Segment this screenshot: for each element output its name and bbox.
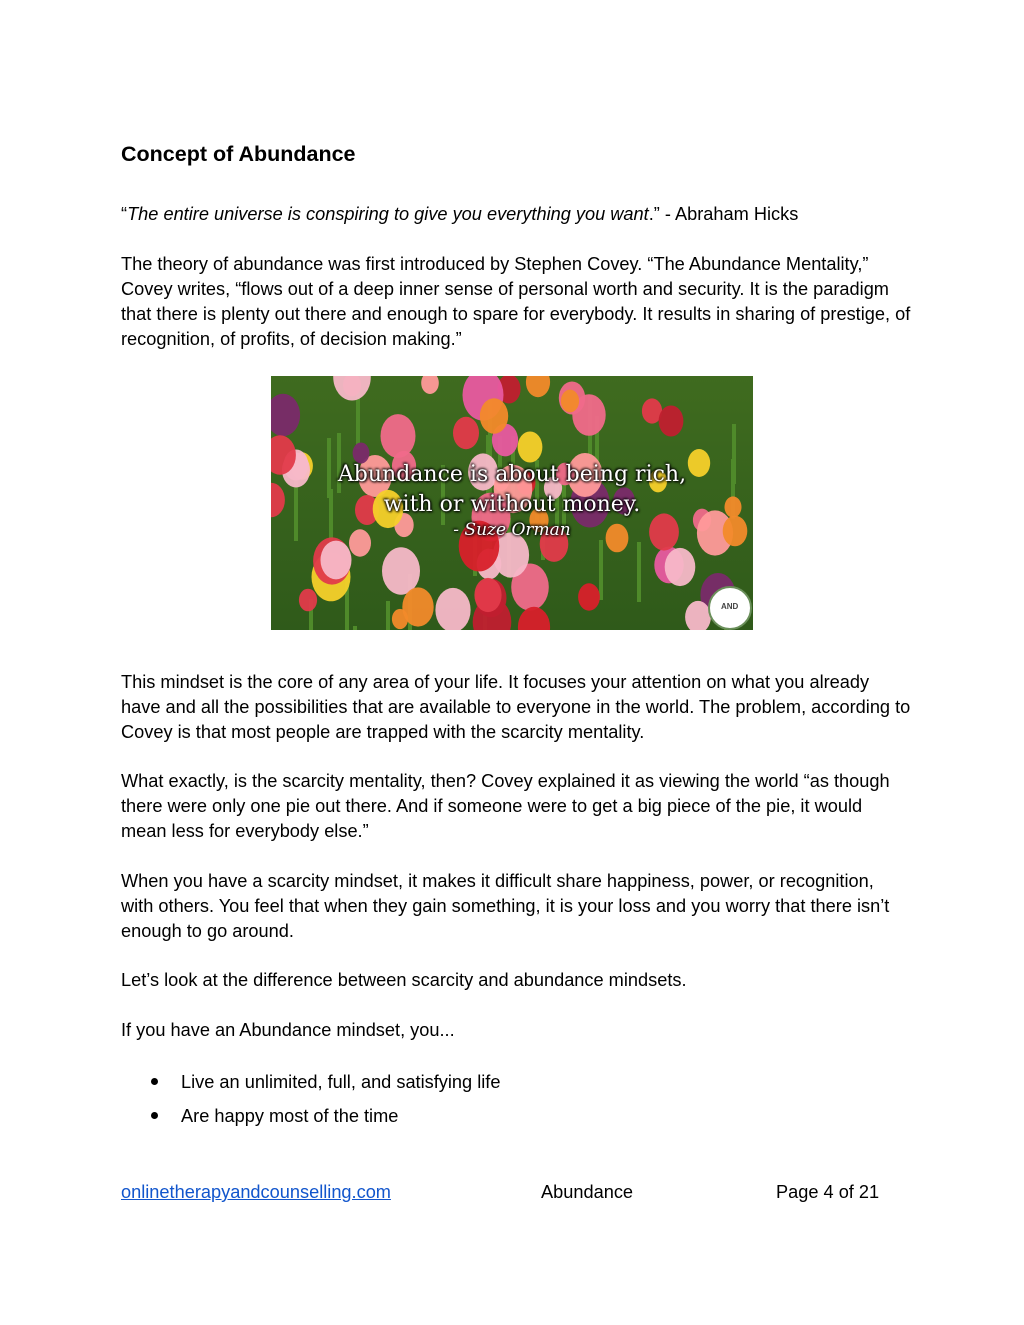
- bullet-icon: [151, 1078, 158, 1085]
- tulip-bloom: [526, 376, 550, 397]
- image-quote-line-2: with or without money.: [383, 492, 641, 517]
- tulip-bloom: [321, 541, 352, 580]
- paragraph-if-abundance: If you have an Abundance mindset, you...: [121, 1020, 455, 1040]
- list-item-text: Are happy most of the time: [181, 1106, 399, 1126]
- tulip-bloom: [659, 406, 684, 437]
- abundance-traits-list: [121, 1070, 500, 1138]
- badge-label: AND: [721, 602, 739, 611]
- footer-page-number: Page 4 of 21: [776, 1182, 880, 1202]
- paragraph-mindset: This mindset is the core of any area of your life. It focuses your attention on what you already have and all the possibilities that are available to everyone in the world. The problem, according to Covey is that most people are trapped with the scarcity mentality.: [121, 672, 911, 742]
- tulip-bloom: [518, 432, 543, 463]
- paragraph-difference: Let’s look at the difference between scarcity and abundance mindsets.: [121, 970, 687, 990]
- section-heading: Concept of Abundance: [121, 142, 356, 166]
- tulip-bloom: [518, 607, 550, 630]
- tulip-stem: [599, 540, 603, 600]
- tulip-stem: [386, 601, 390, 630]
- opening-quote: [121, 202, 911, 227]
- image-quote-attribution: - Suze Orman: [453, 520, 571, 540]
- list-item: [121, 1070, 500, 1104]
- footer-document-title: Abundance: [541, 1182, 634, 1202]
- tulip-bloom: [402, 587, 433, 626]
- tulip-stem: [637, 542, 641, 602]
- tulip-bloom: [421, 376, 439, 394]
- quote-open: “: [121, 204, 128, 224]
- tulip-bloom: [353, 443, 370, 464]
- footer-website-link[interactable]: onlinetherapyandcounselling.com: [121, 1182, 391, 1202]
- bullet-icon: [151, 1112, 158, 1119]
- quote-attribution: .” - Abraham Hicks: [648, 204, 799, 224]
- paragraph-intro: The theory of abundance was first introduced by Stephen Covey. “The Abundance Mentality,” Covey writes, “flows out of a deep inner sense of personal worth and security. It is the paradigm that there is plenty out there and enough to spare for everybody. It results in sharing of prestige, of recognition, of profits, of decision making.”: [121, 254, 911, 349]
- paragraph-scarcity: What exactly, is the scarcity mentality, then? Covey explained it as viewing the world “as though there were only one pie out there. And if someone were to get a big piece of the pie, it would mean less for everybody else.”: [121, 771, 890, 841]
- site-logo-badge: [708, 586, 752, 630]
- list-item: [121, 1104, 500, 1138]
- list-item-text: Live an unlimited, full, and satisfying life: [181, 1072, 501, 1092]
- tulip-bloom: [480, 398, 508, 433]
- tulip-bloom: [271, 394, 300, 437]
- tulip-bloom: [474, 578, 501, 612]
- tulip-bloom: [381, 414, 416, 458]
- tulip-bloom: [299, 589, 317, 612]
- tulip-bloom: [561, 390, 579, 413]
- tulip-bloom: [665, 548, 696, 586]
- image-quote-line-1: Abundance is about being rich,: [337, 462, 687, 487]
- tulip-bloom: [453, 417, 479, 449]
- tulip-bloom: [382, 547, 420, 594]
- tulip-bloom: [435, 588, 470, 630]
- tulips-quote-image: [271, 376, 753, 630]
- tulip-stem: [353, 626, 357, 630]
- paragraph-difficult: When you have a scarcity mindset, it makes it difficult share happiness, power, or recognition, with others. You feel that when they gain something, it is your loss and you worry that there isn’t enough to go around.: [121, 871, 890, 941]
- tulip-bloom: [578, 583, 600, 610]
- quote-text: The entire universe is conspiring to give you everything you want: [127, 204, 649, 224]
- tulip-bloom: [333, 376, 371, 401]
- tulip-stem: [309, 611, 313, 630]
